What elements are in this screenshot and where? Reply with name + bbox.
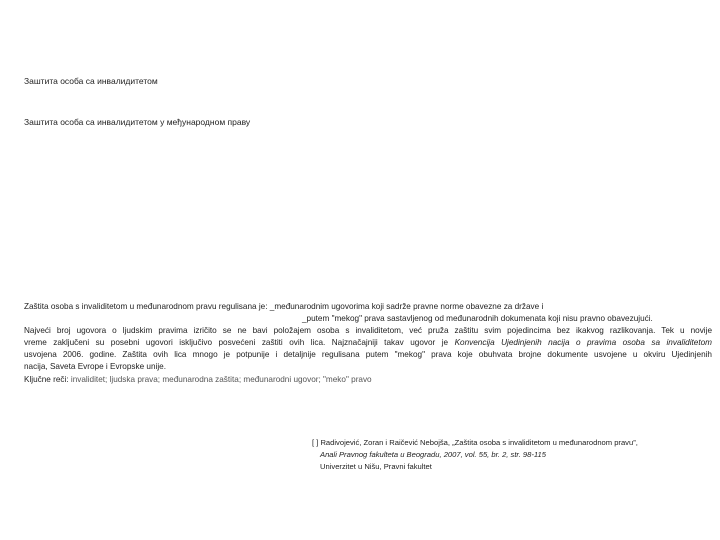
document-title: Заштита особа са инвалидитетом [24,76,158,86]
keywords-text: invaliditet; ljudska prava; međunarodna zaštita; međunarodni ugovor; "meko" pravo [68,374,372,384]
document-subtitle: Заштита особа са инвалидитетом у међународном праву [24,117,251,127]
abstract [24,301,712,386]
reference [312,437,712,473]
abstract-line-4 [24,337,712,349]
abstract-line-3: Najveći broj ugovora o ljudskim pravima izričito se ne bavi položajem osoba s invaliditetom, već pruža zaštitu svim pojedincima bez ikakvog razlikovanja. Tek u novije [24,326,712,336]
reference-line-2: Anali Pravnog fakulteta u Beogradu, 2007, vol. 55, br. 2, str. 98-115 [320,450,546,459]
abstract-line-2: _putem "mekog" prava sastavljenog od međunarodnih dokumenata koji nisu pravno obavezujući. [302,314,653,324]
convention-title: Konvencija Ujedinjenih nacija o pravima osoba sa invaliditetom [454,338,712,348]
abstract-line-5: usvojena 2006. godine. Zaštita ovih lica mnogo je potpunije i detaljnije regulisana putem "mekog" prava koje obuhvata brojne dokumente usvojene u okviru Ujedinjenih [24,350,712,360]
abstract-line-6: nacija, Saveta Evrope i Evropske unije. [24,362,166,372]
keywords [24,374,712,386]
abstract-line-1: Zaštita osoba s invaliditetom u međunarodnom pravu regulisana je: _međunarodnim ugovorima koji sadrže pravne norme obavezne za države i [24,302,544,311]
abstract-line-4-text: vreme zaključeni su posebni ugovori isključivo posvećeni zaštiti ovih lica. Najznačajniji takav ugovor je [24,338,455,348]
keywords-label: Ključne reči: [24,374,69,384]
reference-line-3: Univerzitet u Nišu, Pravni fakultet [320,462,432,471]
reference-line-1: [ ] Radivojević, Zoran i Raičević Nebojša, „Zaštita osoba s invaliditetom u međunarodnom pravu”, [312,438,638,447]
